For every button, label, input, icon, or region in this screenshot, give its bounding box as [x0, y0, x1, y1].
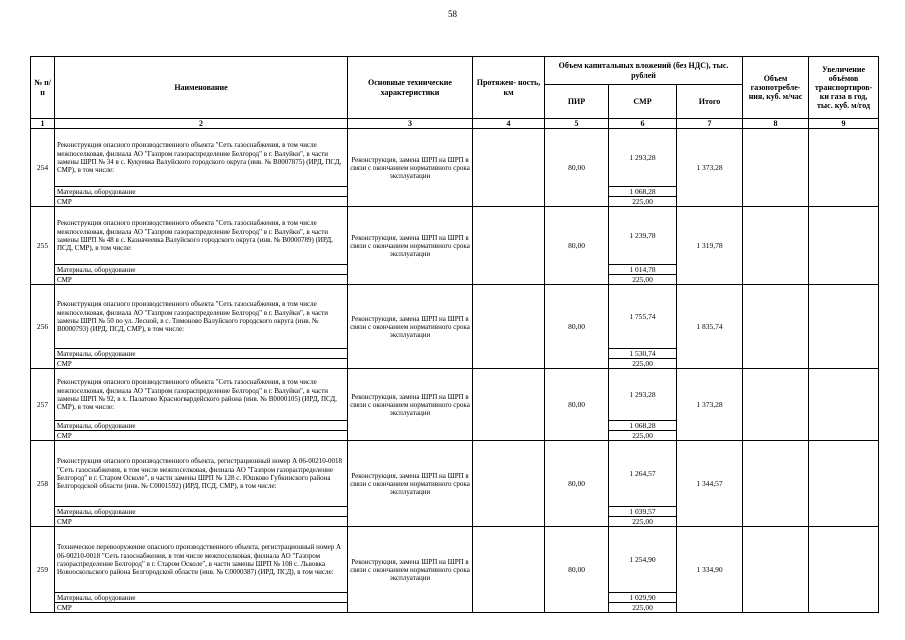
column-number: 4 — [473, 119, 545, 129]
header-smr: СМР — [609, 85, 677, 119]
column-number-row — [31, 119, 879, 129]
materials-label: Материалы, оборудование — [55, 265, 348, 275]
header-capex-group: Объем капитальных вложений (без НДС), тыс. рублей — [545, 57, 743, 85]
smr-label: СМР — [55, 431, 348, 441]
column-number: 2 — [55, 119, 348, 129]
smr-subvalue: 225,00 — [609, 275, 677, 285]
gas-volume-cell — [743, 285, 809, 369]
materials-value: 1 014,78 — [609, 265, 677, 275]
header-name: Наименование — [55, 57, 348, 119]
table-row — [31, 285, 879, 349]
total-value: 1 319,78 — [677, 207, 743, 285]
total-value: 1 835,74 — [677, 285, 743, 369]
increase-cell — [809, 129, 879, 207]
header-tech: Основные технические характеристики — [348, 57, 473, 119]
smr-subvalue: 225,00 — [609, 431, 677, 441]
table-row — [31, 441, 879, 507]
investment-table — [30, 56, 879, 613]
table-row — [31, 527, 879, 593]
pir-value: 80,00 — [545, 129, 609, 207]
object-name: Техническое перевооружение опасного производственного объекта, регистрационный номер А 06-00210-0018 "Сеть газоснабжения, в том числе межпоселковая, филиала АО "Газпром газораспределение Белгород" в г. Старом Осколе", в части замены ШРП № 108 с. Львовка Новооскольского района Белгородской области (инв. № С0000387) (ИРД, ПСД), в том числе: — [55, 527, 348, 593]
materials-label: Материалы, оборудование — [55, 187, 348, 197]
smr-value: 1 755,74 — [609, 285, 677, 349]
materials-label: Материалы, оборудование — [55, 421, 348, 431]
gas-volume-cell — [743, 527, 809, 613]
gas-volume-cell — [743, 369, 809, 441]
increase-cell — [809, 369, 879, 441]
increase-cell — [809, 285, 879, 369]
length-cell — [473, 285, 545, 369]
row-number: 258 — [31, 441, 55, 527]
smr-subvalue: 225,00 — [609, 517, 677, 527]
materials-label: Материалы, оборудование — [55, 593, 348, 603]
materials-label: Материалы, оборудование — [55, 349, 348, 359]
pir-value: 80,00 — [545, 441, 609, 527]
total-value: 1 373,28 — [677, 369, 743, 441]
gas-volume-cell — [743, 207, 809, 285]
object-name: Реконструкция опасного производственного объекта "Сеть газоснабжения, в том числе межпоселковая, филиала АО "Газпром газораспределение Белгород" в г. Валуйки", в части замены ШРП № 50 по ул. Лесной, в с. Тимоново Валуйского городского округа (инв. № В0000793) (ИРД, ПСД, СМР), в том числе: — [55, 285, 348, 349]
smr-subvalue: 225,00 — [609, 197, 677, 207]
gas-volume-cell — [743, 129, 809, 207]
header-increase: Увеличение объёмов транспортиров- ки газа в год, тыс. куб. м/год — [809, 57, 879, 119]
increase-cell — [809, 527, 879, 613]
pir-value: 80,00 — [545, 369, 609, 441]
header-length: Протяжен- ность, км — [473, 57, 545, 119]
object-name: Реконструкция опасного производственного объекта, регистрационный номер А 06-00210-0018 "Сеть газоснабжения, в том числе межпоселковая, филиала АО "Газпром газораспределение Белгород" в г. Старом Осколе", в части замены ШРП № 128 с. Юшково Губкинского района Белгородской области (инв. № С0001592) (ИРД, ПСД, СМР), в том числе: — [55, 441, 348, 507]
smr-value: 1 239,78 — [609, 207, 677, 265]
increase-cell — [809, 441, 879, 527]
row-number: 255 — [31, 207, 55, 285]
total-value: 1 334,90 — [677, 527, 743, 613]
materials-value: 1 530,74 — [609, 349, 677, 359]
length-cell — [473, 369, 545, 441]
smr-value: 1 254,90 — [609, 527, 677, 593]
gas-volume-cell — [743, 441, 809, 527]
column-number: 3 — [348, 119, 473, 129]
increase-cell — [809, 207, 879, 285]
smr-subvalue: 225,00 — [609, 359, 677, 369]
row-number: 259 — [31, 527, 55, 613]
object-name: Реконструкция опасного производственного объекта "Сеть газоснабжения, в том числе межпоселковая, филиала АО "Газпром газораспределение Белгород" в г. Валуйки", в части замены ШРП № 92, в х. Палатово Красногвардейского района (инв. № В0000105) (ИРД, ПСД, СМР), в том числе: — [55, 369, 348, 421]
materials-value: 1 068,28 — [609, 421, 677, 431]
smr-value: 1 264,57 — [609, 441, 677, 507]
smr-value: 1 293,28 — [609, 369, 677, 421]
smr-label: СМР — [55, 603, 348, 613]
column-number: 7 — [677, 119, 743, 129]
header-gas-volume: Объем газопотребле- ния, куб. м/час — [743, 57, 809, 119]
length-cell — [473, 441, 545, 527]
object-name: Реконструкция опасного производственного объекта "Сеть газоснабжения, в том числе межпоселковая, филиала АО "Газпром газораспределение Белгород" в г. Валуйки", в части замены ШРП № 48 в с. Казначеевка Валуйского городского округа (инв. № В0000789) (ИРД, ПСД, СМР), в том числе: — [55, 207, 348, 265]
table-row — [31, 369, 879, 421]
column-number: 8 — [743, 119, 809, 129]
tech-characteristics: Реконструкция, замена ШРП на ШРП в связи с окончанием нормативного срока эксплуатации — [348, 129, 473, 207]
length-cell — [473, 207, 545, 285]
pir-value: 80,00 — [545, 527, 609, 613]
smr-label: СМР — [55, 517, 348, 527]
materials-value: 1 029,90 — [609, 593, 677, 603]
column-number: 5 — [545, 119, 609, 129]
header-pir: ПИР — [545, 85, 609, 119]
total-value: 1 373,28 — [677, 129, 743, 207]
pir-value: 80,00 — [545, 285, 609, 369]
length-cell — [473, 527, 545, 613]
object-name: Реконструкция опасного производственного объекта "Сеть газоснабжения, в том числе межпоселковая, филиала АО "Газпром газораспределение Белгород" в г. Валуйки", в части замены ШРП № 34 в с. Кукуевка Валуйского городского округа (инв. № В0007875) (ИРД, ПСД, СМР), в том числе: — [55, 129, 348, 187]
header-total: Итого — [677, 85, 743, 119]
column-number: 1 — [31, 119, 55, 129]
smr-subvalue: 225,00 — [609, 603, 677, 613]
total-value: 1 344,57 — [677, 441, 743, 527]
materials-value: 1 068,28 — [609, 187, 677, 197]
row-number: 257 — [31, 369, 55, 441]
row-number: 256 — [31, 285, 55, 369]
column-number: 6 — [609, 119, 677, 129]
column-number: 9 — [809, 119, 879, 129]
pir-value: 80,00 — [545, 207, 609, 285]
smr-value: 1 293,28 — [609, 129, 677, 187]
materials-label: Материалы, оборудование — [55, 507, 348, 517]
table-row — [31, 207, 879, 265]
row-number: 254 — [31, 129, 55, 207]
smr-label: СМР — [55, 359, 348, 369]
length-cell — [473, 129, 545, 207]
smr-label: СМР — [55, 275, 348, 285]
tech-characteristics: Реконструкция, замена ШРП на ШРП в связи с окончанием нормативного срока эксплуатации — [348, 285, 473, 369]
tech-characteristics: Реконструкция, замена ШРП на ШРП в связи с окончанием нормативного срока эксплуатации — [348, 527, 473, 613]
tech-characteristics: Реконструкция, замена ШРП на ШРП в связи с окончанием нормативного срока эксплуатации — [348, 207, 473, 285]
page-number: 58 — [448, 9, 457, 19]
smr-label: СМР — [55, 197, 348, 207]
header-no: № п/п — [31, 57, 55, 119]
tech-characteristics: Реконструкция, замена ШРП на ШРП в связи с окончанием нормативного срока эксплуатации — [348, 441, 473, 527]
tech-characteristics: Реконструкция, замена ШРП на ШРП в связи с окончанием нормативного срока эксплуатации — [348, 369, 473, 441]
table-row — [31, 129, 879, 187]
materials-value: 1 039,57 — [609, 507, 677, 517]
